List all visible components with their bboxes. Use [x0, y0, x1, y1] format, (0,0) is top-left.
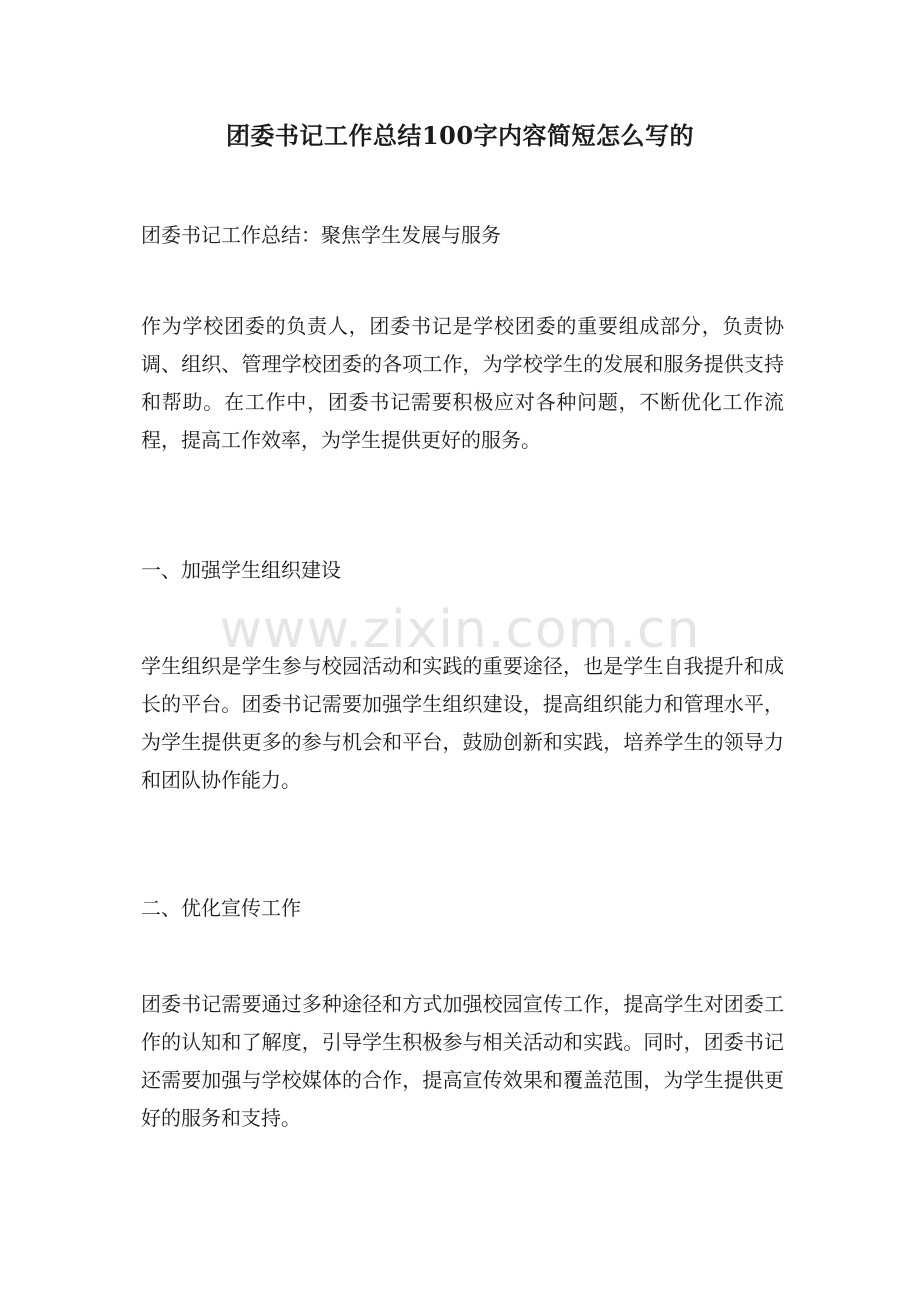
- section-body-2: 团委书记需要通过多种途径和方式加强校园宣传工作，提高学生对团委工作的认知和了解度，引导学生积极参与相关活动和实践。同时，团委书记还需要加强与学校媒体的合作，提高宣传效果和覆盖范围，为学生提供更好的服务和支持。: [141, 992, 784, 1130]
- watermark: www.zixin.com.cn: [219, 600, 701, 660]
- document-subtitle: 团委书记工作总结：聚焦学生发展与服务: [141, 223, 501, 247]
- document-title: 团委书记工作总结100字内容简短怎么写的: [225, 121, 695, 150]
- section-heading-1: 一、加强学生组织建设: [141, 558, 341, 582]
- section-heading-2: 二、优化宣传工作: [141, 896, 301, 920]
- intro-paragraph: 作为学校团委的负责人，团委书记是学校团委的重要组成部分，负责协调、组织、管理学校团委的各项工作，为学校学生的发展和服务提供支持和帮助。在工作中，团委书记需要积极应对各种问题，不断优化工作流程，提高工作效率，为学生提供更好的服务。: [141, 314, 784, 452]
- section-body-1: 学生组织是学生参与校园活动和实践的重要途径，也是学生自我提升和成长的平台。团委书记需要加强学生组织建设，提高组织能力和管理水平，为学生提供更多的参与机会和平台，鼓励创新和实践，培养学生的领导力和团队协作能力。: [141, 654, 784, 792]
